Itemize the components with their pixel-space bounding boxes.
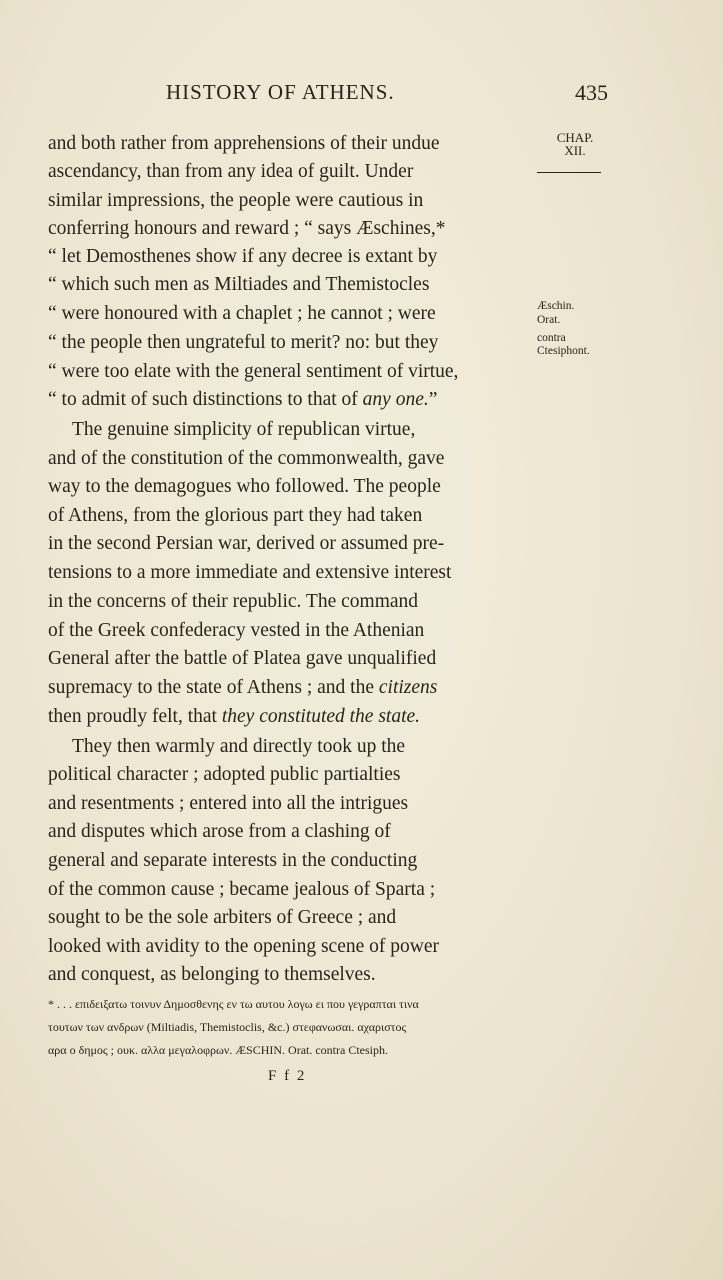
text-line: in the second Persian war, derived or assumed pre- bbox=[48, 533, 445, 554]
closing-quote: ” bbox=[428, 389, 438, 410]
footnote-line bbox=[48, 1044, 388, 1056]
text-line: and conquest, as belonging to themselves. bbox=[48, 964, 376, 985]
margin-note-orat: Orat. bbox=[537, 314, 561, 326]
text-line: They then warmly and directly took up the bbox=[72, 736, 406, 757]
footnote-line: * . . . επιδειξατω τοινυν Δημοσθενης εν τω αυτου λογω ει που γεγραπται τινα bbox=[48, 997, 419, 1011]
text-segment: then proudly felt, that bbox=[48, 706, 222, 727]
text-line: and resentments ; entered into all the intrigues bbox=[48, 793, 409, 814]
text-segment: supremacy to the state of Athens ; and the bbox=[48, 677, 379, 698]
text-line: “ were too elate with the general sentiment of virtue, bbox=[48, 361, 459, 382]
footnote-line: τουτων των ανδρων (Miltiadis, Themistoclis, &c.) στεφανωσαι. αχαριστος bbox=[48, 1020, 407, 1034]
text-line: of the common cause ; became jealous of Sparta ; bbox=[48, 879, 436, 900]
chapter-number: XII. bbox=[564, 143, 586, 158]
text-line: “ let Demosthenes show if any decree is extant by bbox=[48, 246, 438, 267]
text-line: of Athens, from the glorious part they had taken bbox=[48, 505, 423, 526]
text-line: similar impressions, the people were cautious in bbox=[48, 190, 424, 211]
text-line: tensions to a more immediate and extensive interest bbox=[48, 562, 452, 583]
footnote-author: ÆSCHIN. bbox=[235, 1043, 286, 1057]
text-line: General after the battle of Platea gave unqualified bbox=[48, 648, 437, 669]
text-line: and disputes which arose from a clashing of bbox=[48, 821, 391, 842]
page-number: 435 bbox=[575, 80, 608, 105]
text-line: of the Greek confederacy vested in the Athenian bbox=[48, 620, 425, 641]
text-line bbox=[48, 678, 437, 698]
text-line bbox=[48, 390, 437, 410]
chapter-rule bbox=[537, 172, 601, 173]
margin-note-aeschin: Æschin. bbox=[537, 300, 575, 312]
footnote-segment: Orat. contra Ctesiph. bbox=[285, 1043, 389, 1057]
italic-they-constituted: they constituted the state. bbox=[221, 706, 421, 727]
text-line: ascendancy, than from any idea of guilt. Under bbox=[48, 161, 414, 182]
footnote-segment: αρα ο δημος ; ουκ. αλλα μεγαλοφρων. bbox=[48, 1043, 236, 1057]
text-line: looked with avidity to the opening scene of power bbox=[48, 936, 439, 957]
text-line: sought to be the sole arbiters of Greece ; and bbox=[48, 907, 397, 928]
chapter-marker bbox=[549, 131, 601, 157]
text-line: “ the people then ungrateful to merit? no: but they bbox=[48, 332, 439, 353]
text-line: way to the demagogues who followed. The people bbox=[48, 476, 441, 497]
text-line bbox=[48, 707, 420, 727]
italic-citizens: citizens bbox=[378, 677, 438, 698]
text-line: general and separate interests in the conducting bbox=[48, 850, 418, 871]
margin-note-ctesiphont: Ctesiphont. bbox=[537, 345, 590, 357]
text-line: The genuine simplicity of republican virtue, bbox=[72, 419, 416, 440]
margin-note-contra: contra bbox=[537, 332, 566, 344]
text-line: in the concerns of their republic. The command bbox=[48, 591, 419, 612]
text-segment: “ to admit of such distinctions to that of bbox=[48, 389, 363, 410]
text-line: “ were honoured with a chaplet ; he cannot ; were bbox=[48, 303, 436, 324]
text-line: “ which such men as Miltiades and Themistocles bbox=[48, 274, 430, 295]
text-line: conferring honours and reward ; “ says Æschines,* bbox=[48, 218, 446, 239]
chapter-label: CHAP. bbox=[556, 130, 594, 145]
signature-mark: F f 2 bbox=[268, 1068, 307, 1084]
text-line: political character ; adopted public partialties bbox=[48, 764, 401, 785]
text-line: and of the constitution of the commonwealth, gave bbox=[48, 448, 445, 469]
italic-any-one: any one. bbox=[362, 389, 429, 410]
text-line: and both rather from apprehensions of their undue bbox=[48, 133, 440, 154]
running-title: HISTORY OF ATHENS. bbox=[166, 80, 395, 104]
